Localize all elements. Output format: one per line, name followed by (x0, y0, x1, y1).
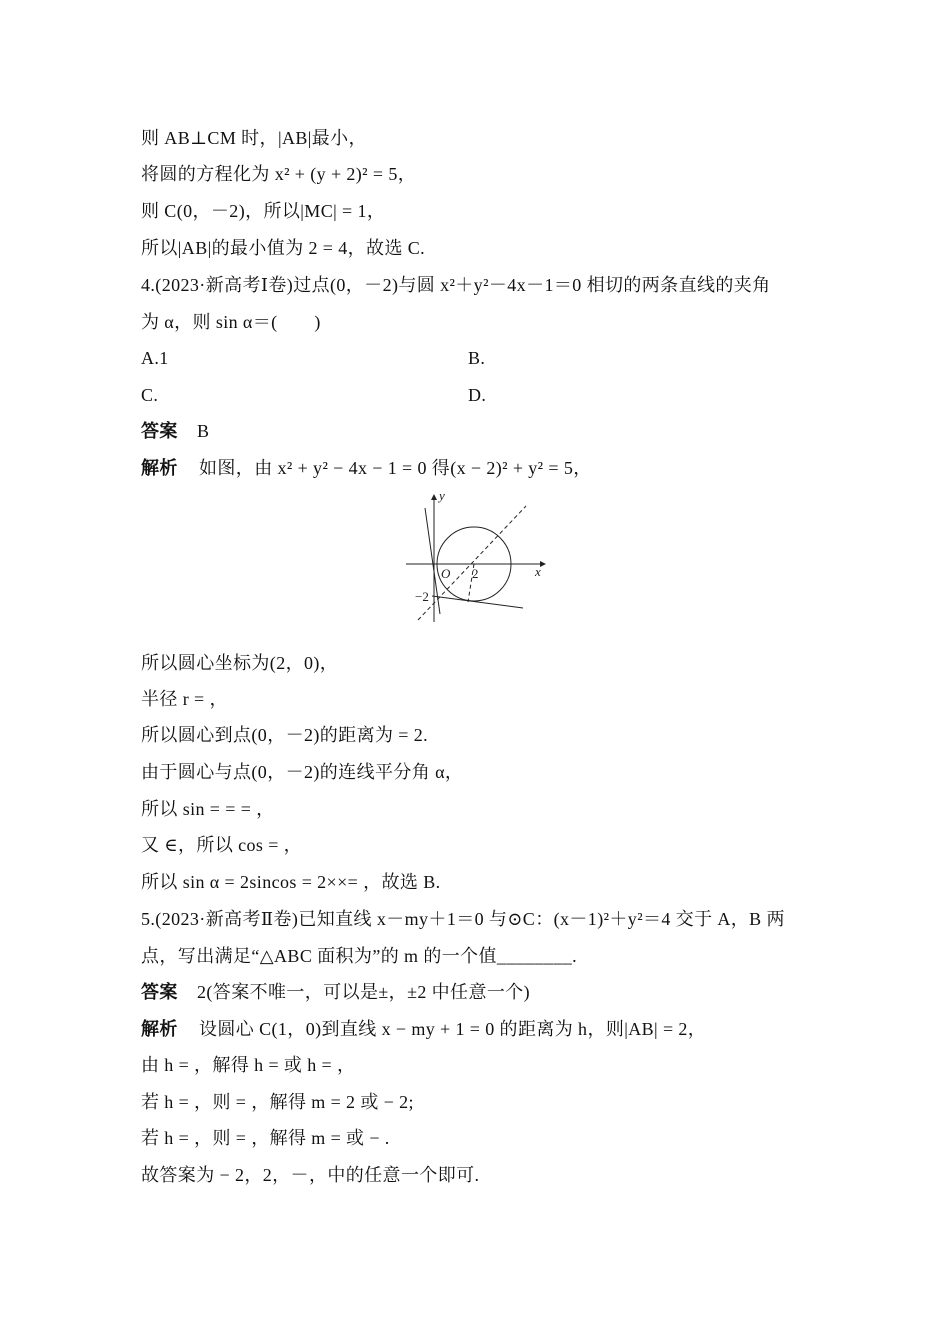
answer-value-5: 2(答案不唯一，可以是±，±2 中任意一个) (197, 982, 531, 1002)
question-4-line-1: 4.(2023·新高考Ⅰ卷)过点(0，－2)与圆 x²＋y²－4x－1＝0 相切的两条直线的夹角 (141, 275, 771, 295)
option-b: B. (468, 348, 486, 368)
option-a: A.1 (141, 348, 169, 368)
y-axis-arrow (431, 494, 437, 500)
line-case-1: 若 h = ，则 = ，解得 m = 2 或 − 2; (141, 1092, 414, 1112)
line-radius: 半径 r = ， (141, 689, 228, 709)
line-bisect: 由于圆心与点(0，－2)的连线平分角 α， (141, 762, 464, 782)
line-final: 故答案为 − 2，2，－，中的任意一个即可. (141, 1165, 480, 1185)
line-cos: 又 ∈，所以 cos = ， (141, 835, 303, 855)
origin-label: O (441, 566, 451, 581)
answer-label-4: 答案 (141, 421, 178, 441)
line-3: 则 C(0，－2)，所以|MC| = 1， (141, 201, 386, 221)
answer-label-5: 答案 (141, 982, 178, 1002)
line-2: 将圆的方程化为 x² + (y + 2)² = 5， (141, 164, 417, 184)
option-c: C. (141, 385, 159, 405)
answer-value-4: B (197, 421, 210, 441)
question-5-line-1: 5.(2023·新高考Ⅱ卷)已知直线 x－my＋1＝0 与⊙C：(x－1)²＋y²＝4 交于 A，B 两 (141, 909, 785, 929)
analysis-text-4: 如图，由 x² + y² − 4x − 1 = 0 得(x − 2)² + y² = 5， (199, 458, 592, 478)
line-1: 则 AB⊥CM 时，|AB|最小， (141, 128, 367, 148)
line-distance: 所以圆心到点(0，－2)的距离为 = 2. (141, 725, 429, 745)
tick-y-label: −2 (415, 589, 429, 604)
tick-x-label: 2 (472, 566, 479, 581)
question-5-line-2: 点，写出满足“△ABC 面积为”的 m 的一个值________. (141, 946, 578, 966)
question-4-line-2: 为 α，则 sin α＝( ) (141, 312, 321, 332)
analysis-text-5: 设圆心 C(1，0)到直线 x − my + 1 = 0 的距离为 h，则|AB| = 2， (199, 1019, 707, 1039)
x-axis-label: x (535, 564, 541, 579)
circle-tangent-figure (404, 488, 554, 628)
line-result-4: 所以 sin α = 2sincos = 2××= ，故选 B. (141, 872, 441, 892)
line-center: 所以圆心坐标为(2，0)， (141, 653, 339, 673)
line-4: 所以|AB|的最小值为 2 = 4，故选 C. (141, 238, 426, 258)
line-case-2: 若 h = ，则 = ，解得 m = 或 − . (141, 1128, 390, 1148)
y-axis-label: y (439, 488, 445, 503)
option-d: D. (468, 385, 487, 405)
x-axis-arrow (540, 561, 546, 567)
analysis-label-5: 解析 (141, 1019, 178, 1039)
line-sin: 所以 sin = = = ， (141, 799, 275, 819)
line-h: 由 h = ，解得 h = 或 h = ， (141, 1055, 356, 1075)
tangent-line-2 (432, 596, 523, 608)
analysis-label-4: 解析 (141, 458, 178, 478)
